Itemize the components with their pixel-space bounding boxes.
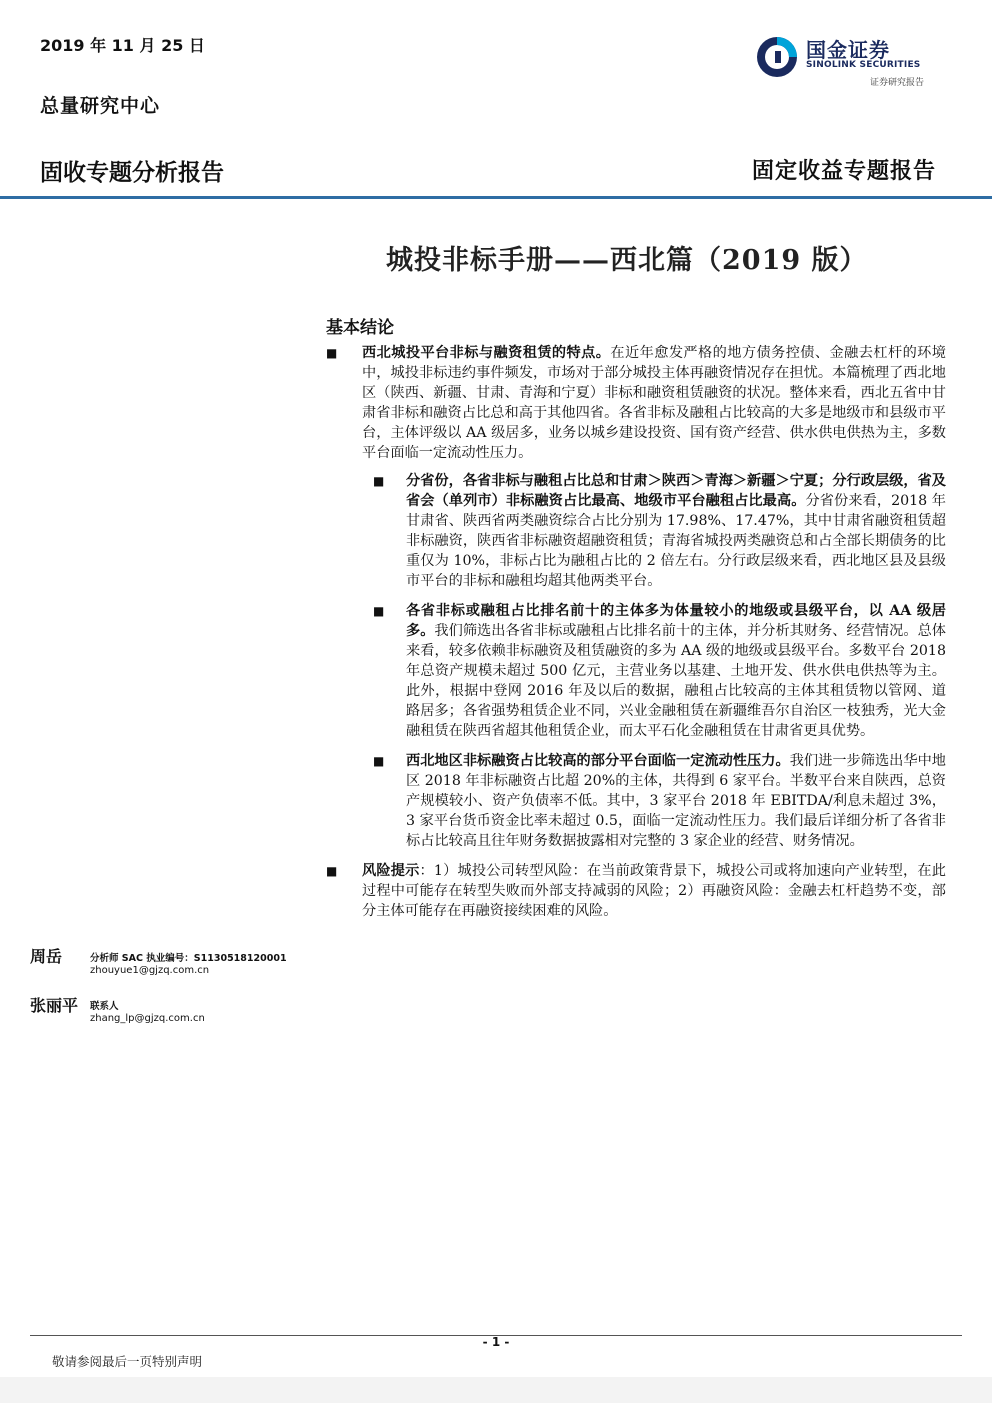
research-center: 总量研究中心: [40, 95, 161, 117]
bullet-body: 我们筛选出各省非标或融租占比排名前十的主体，并分析其财务、经营情况。总体来看，较多依赖非标融资及租赁融资的多为 AA 级的地级或县级平台。多数平台 2018 年总资产规模未超过 500 亿元，主营业务以基建、土地开发、供水供电供热等为主。此外，根据中登网 2016 年及以后的数据，融租占比较高的主体其租赁物以管网、道路居多；各省强势租赁企业不同，兴业金融租赁在新疆维吾尔自治区一枝独秀，光大金融租赁在陕西省超其他租赁企业，而太平石化金融租赁在甘肃省更具优势。: [406, 623, 946, 739]
logo-subtitle: 证券研究报告: [870, 78, 925, 88]
contact-email[interactable]: zhang_lp@gjzq.com.cn: [90, 1013, 205, 1024]
report-date: 2019 年 11 月 25 日: [40, 36, 205, 55]
summary-body: [326, 343, 946, 929]
bullet-square-icon: ■: [373, 604, 385, 618]
bullet-lead: 各省非标或融租占比排名前十的主体多为体量较小的地级或县级平台，以 AA 级居多。: [406, 603, 946, 639]
section-title: 基本结论: [326, 318, 394, 338]
analyst-role: 分析师 SAC 执业编号：S1130518120001: [90, 953, 287, 964]
bullet-lead: 西北城投平台非标与融资租赁的特点。: [362, 345, 611, 361]
footer-disclaimer-note: 敬请参阅最后一页特别声明: [52, 1354, 203, 1369]
analyst-email[interactable]: zhouyue1@gjzq.com.cn: [90, 965, 210, 976]
bullet-square-icon: ■: [373, 754, 385, 768]
bullet-main: [326, 343, 946, 463]
bullet-risk: [326, 861, 946, 921]
sub-bullet-top-ten: [373, 601, 946, 741]
bullet-lead: 分省份，各省非标与融租占比总和甘肃＞陕西＞青海＞新疆＞宁夏；分行政层级，省及省会（单列市）非标融资占比最高、地级市平台融租占比最高。: [406, 473, 946, 509]
logo-name-en: SINOLINK SECURITIES: [806, 60, 921, 70]
bullet-body: 分省份来看，2018 年甘肃省、陕西省两类融资综合占比分别为 17.98%、17.47%，其中甘肃省融资租赁超非标融资，陕西省非标融资超融资租赁；青海省城投两类融资总和占全部长期债务的比重仅为 10%，非标占比为融租占比的 2 倍左右。分行政层级来看，西北地区县及县级市平台的非标和融租均超其他两类平台。: [406, 493, 946, 589]
bullet-lead: 西北地区非标融资占比较高的部分平台面临一定流动性压力。: [406, 753, 790, 769]
bullet-text: [406, 751, 946, 851]
footer-band: [0, 1377, 992, 1403]
bullet-text: [362, 343, 946, 463]
sub-bullet-liquidity: [373, 751, 946, 851]
contact-role: 联系人: [90, 1001, 119, 1012]
bullet-square-icon: ■: [326, 864, 338, 878]
risk-lead: 风险提示: [362, 863, 420, 879]
report-title: 城投非标手册——西北篇（2019 版）: [386, 245, 868, 276]
bullet-text: [406, 601, 946, 741]
bullet-square-icon: ■: [326, 346, 338, 360]
risk-body: ：1）城投公司转型风险：在当前政策背景下，城投公司或将加速向产业转型，在此过程中可能存在转型失败而外部支持减弱的风险；2）再融资风险：金融去杠杆趋势不变，部分主体可能存在再融资接续困难的风险。: [362, 863, 946, 919]
bullet-text: [406, 471, 946, 591]
logo-name-cn: 国金证券: [806, 38, 890, 62]
bullet-body: 在近年愈发严格的地方债务控债、金融去杠杆的环境中，城投非标违约事件频发，市场对于部分城投主体再融资情况存在担忧。本篇梳理了西北地区（陕西、新疆、甘肃、青海和宁夏）非标和融资租赁融资的状况。整体来看，西北五省中甘肃省非标和融资占比总和高于其他四省。各省非标及融租占比较高的大多是地级市和县级市平台，主体评级以 AA 级居多，业务以城乡建设投资、国有资产经营、供水供电供热为主，多数平台面临一定流动性压力。: [362, 345, 946, 461]
header-divider: [0, 196, 992, 199]
report-category-right: 固定收益专题报告: [751, 158, 936, 184]
page-number: - 1 -: [482, 1335, 510, 1349]
sinolink-logo-icon: [754, 32, 804, 82]
sub-bullet-province: [373, 471, 946, 591]
bullet-square-icon: ■: [373, 474, 385, 488]
report-category-left: 固收专题分析报告: [40, 160, 224, 186]
bullet-text: [362, 861, 946, 921]
bullet-body: 我们进一步筛选出华中地区 2018 年非标融资占比超 20%的主体，共得到 6 家平台。半数平台来自陕西，总资产规模较小、资产负债率不低。其中，3 家平台 2018 年 EBITDA/利息未超过 3%，3 家平台货币资金比率未超过 0.5，面临一定流动性压力。我们最后详细分析了各省非标占比较高且往年财务数据披露相对完整的 3 家企业的经营、财务情况。: [406, 753, 946, 849]
analyst-name: 周岳: [30, 947, 63, 966]
contact-name: 张丽平: [30, 996, 79, 1015]
